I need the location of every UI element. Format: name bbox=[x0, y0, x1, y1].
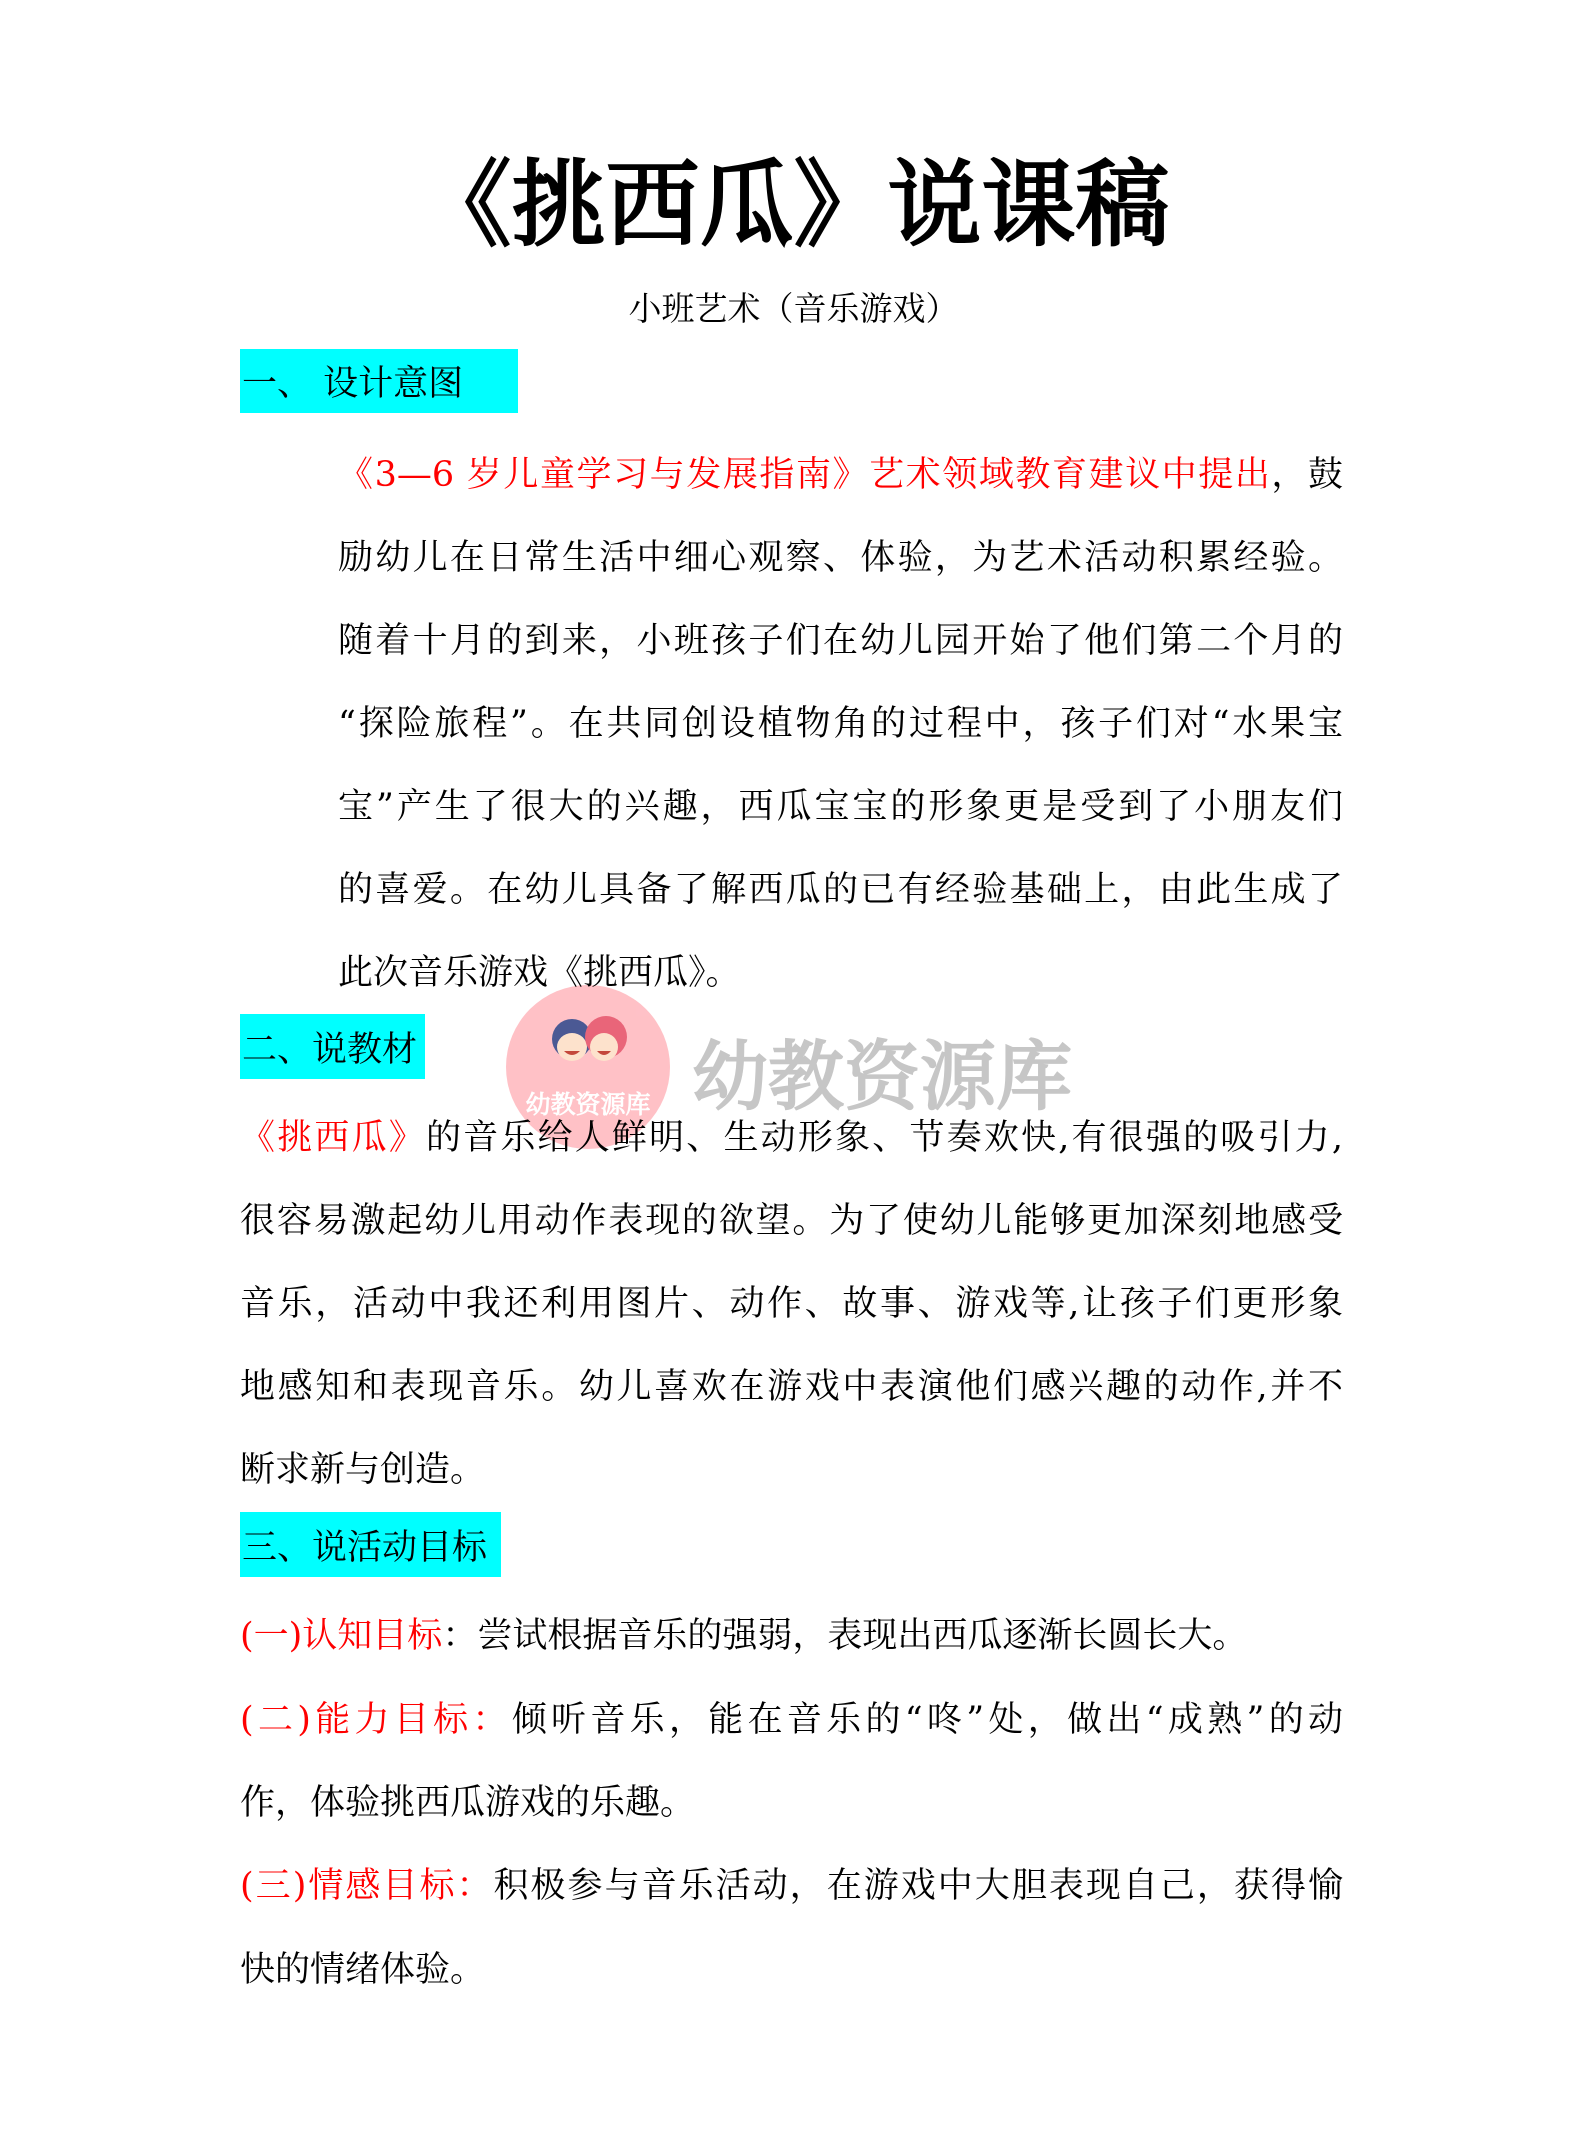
paragraph-line bbox=[338, 950, 741, 996]
paragraph-line bbox=[240, 1115, 1343, 1161]
body-text: 倾听音乐，能在音乐的“咚”处，做出“成熟”的动 bbox=[511, 1700, 1344, 1740]
paragraph-line bbox=[338, 452, 1343, 498]
body-text: 宝”产生了很大的兴趣，西瓜宝宝的形象更是受到了小朋友们 bbox=[338, 787, 1343, 827]
body-text: ：尝试根据音乐的强弱，表现出西瓜逐渐长圆长大。 bbox=[442, 1616, 1248, 1656]
paragraph-line bbox=[240, 1198, 1343, 1244]
paragraph-line bbox=[338, 535, 1343, 581]
highlighted-text: 《挑西瓜》 bbox=[240, 1118, 426, 1158]
paragraph-line bbox=[240, 1613, 1247, 1659]
body-text: 的喜爱。在幼儿具备了解西瓜的已有经验基础上，由此生成了 bbox=[338, 870, 1343, 910]
paragraph-line bbox=[240, 1281, 1343, 1327]
body-text: 励幼儿在日常生活中细心观察、体验，为艺术活动积累经验。 bbox=[338, 538, 1343, 578]
body-text: ，鼓 bbox=[1271, 455, 1343, 495]
paragraph-line bbox=[240, 1697, 1343, 1743]
document-subtitle: 小班艺术（音乐游戏） bbox=[628, 289, 959, 328]
body-text: 的音乐给人鲜明、生动形象、节奏欢快,有很强的吸引力, bbox=[425, 1118, 1343, 1158]
paragraph-line bbox=[240, 1780, 695, 1826]
highlighted-text: 《3—6 岁儿童学习与发展指南》艺术领域教育建议中提出 bbox=[338, 455, 1272, 495]
body-text: 断求新与创造。 bbox=[240, 1450, 486, 1490]
watermark-badge-text: 幼教资源库 bbox=[525, 1090, 651, 1119]
body-text: 音乐，活动中我还利用图片、动作、故事、游戏等,让孩子们更形象 bbox=[240, 1284, 1343, 1324]
highlighted-text: (三)情感目标： bbox=[240, 1866, 494, 1906]
body-text: “探险旅程”。在共同创设植物角的过程中，孩子们对“水果宝 bbox=[338, 704, 1343, 744]
paragraph-line bbox=[240, 1863, 1343, 1909]
body-text: 很容易激起幼儿用动作表现的欲望。为了使幼儿能够更加深刻地感受 bbox=[240, 1201, 1343, 1241]
paragraph-line bbox=[338, 784, 1343, 830]
document-title: 《挑西瓜》说课稿 bbox=[417, 150, 1170, 260]
body-text: 作，体验挑西瓜游戏的乐趣。 bbox=[240, 1783, 696, 1823]
watermark-text: 幼教资源库 bbox=[692, 1032, 1072, 1121]
paragraph-line bbox=[240, 1947, 485, 1993]
body-text: 随着十月的到来，小班孩子们在幼儿园开始了他们第二个月的 bbox=[338, 621, 1343, 661]
paragraph-line bbox=[338, 867, 1343, 913]
body-text: 快的情绪体验。 bbox=[240, 1950, 486, 1990]
paragraph-line bbox=[240, 1447, 485, 1493]
paragraph-line bbox=[338, 701, 1343, 747]
paragraph-line bbox=[240, 1364, 1343, 1410]
paragraph-line bbox=[338, 618, 1343, 664]
body-text: 此次音乐游戏《挑西瓜》。 bbox=[338, 953, 741, 993]
section-heading: 二、说教材 bbox=[240, 1014, 425, 1079]
highlighted-text: (一)认知目标 bbox=[240, 1616, 443, 1656]
section-heading: 三、说活动目标 bbox=[240, 1512, 501, 1577]
section-heading: 一、 设计意图 bbox=[240, 349, 518, 413]
body-text: 地感知和表现音乐。幼儿喜欢在游戏中表演他们感兴趣的动作,并不 bbox=[240, 1367, 1343, 1407]
children-faces-icon bbox=[544, 1007, 634, 1067]
body-text: 积极参与音乐活动，在游戏中大胆表现自己，获得愉 bbox=[493, 1866, 1343, 1906]
highlighted-text: (二)能力目标： bbox=[240, 1700, 512, 1740]
